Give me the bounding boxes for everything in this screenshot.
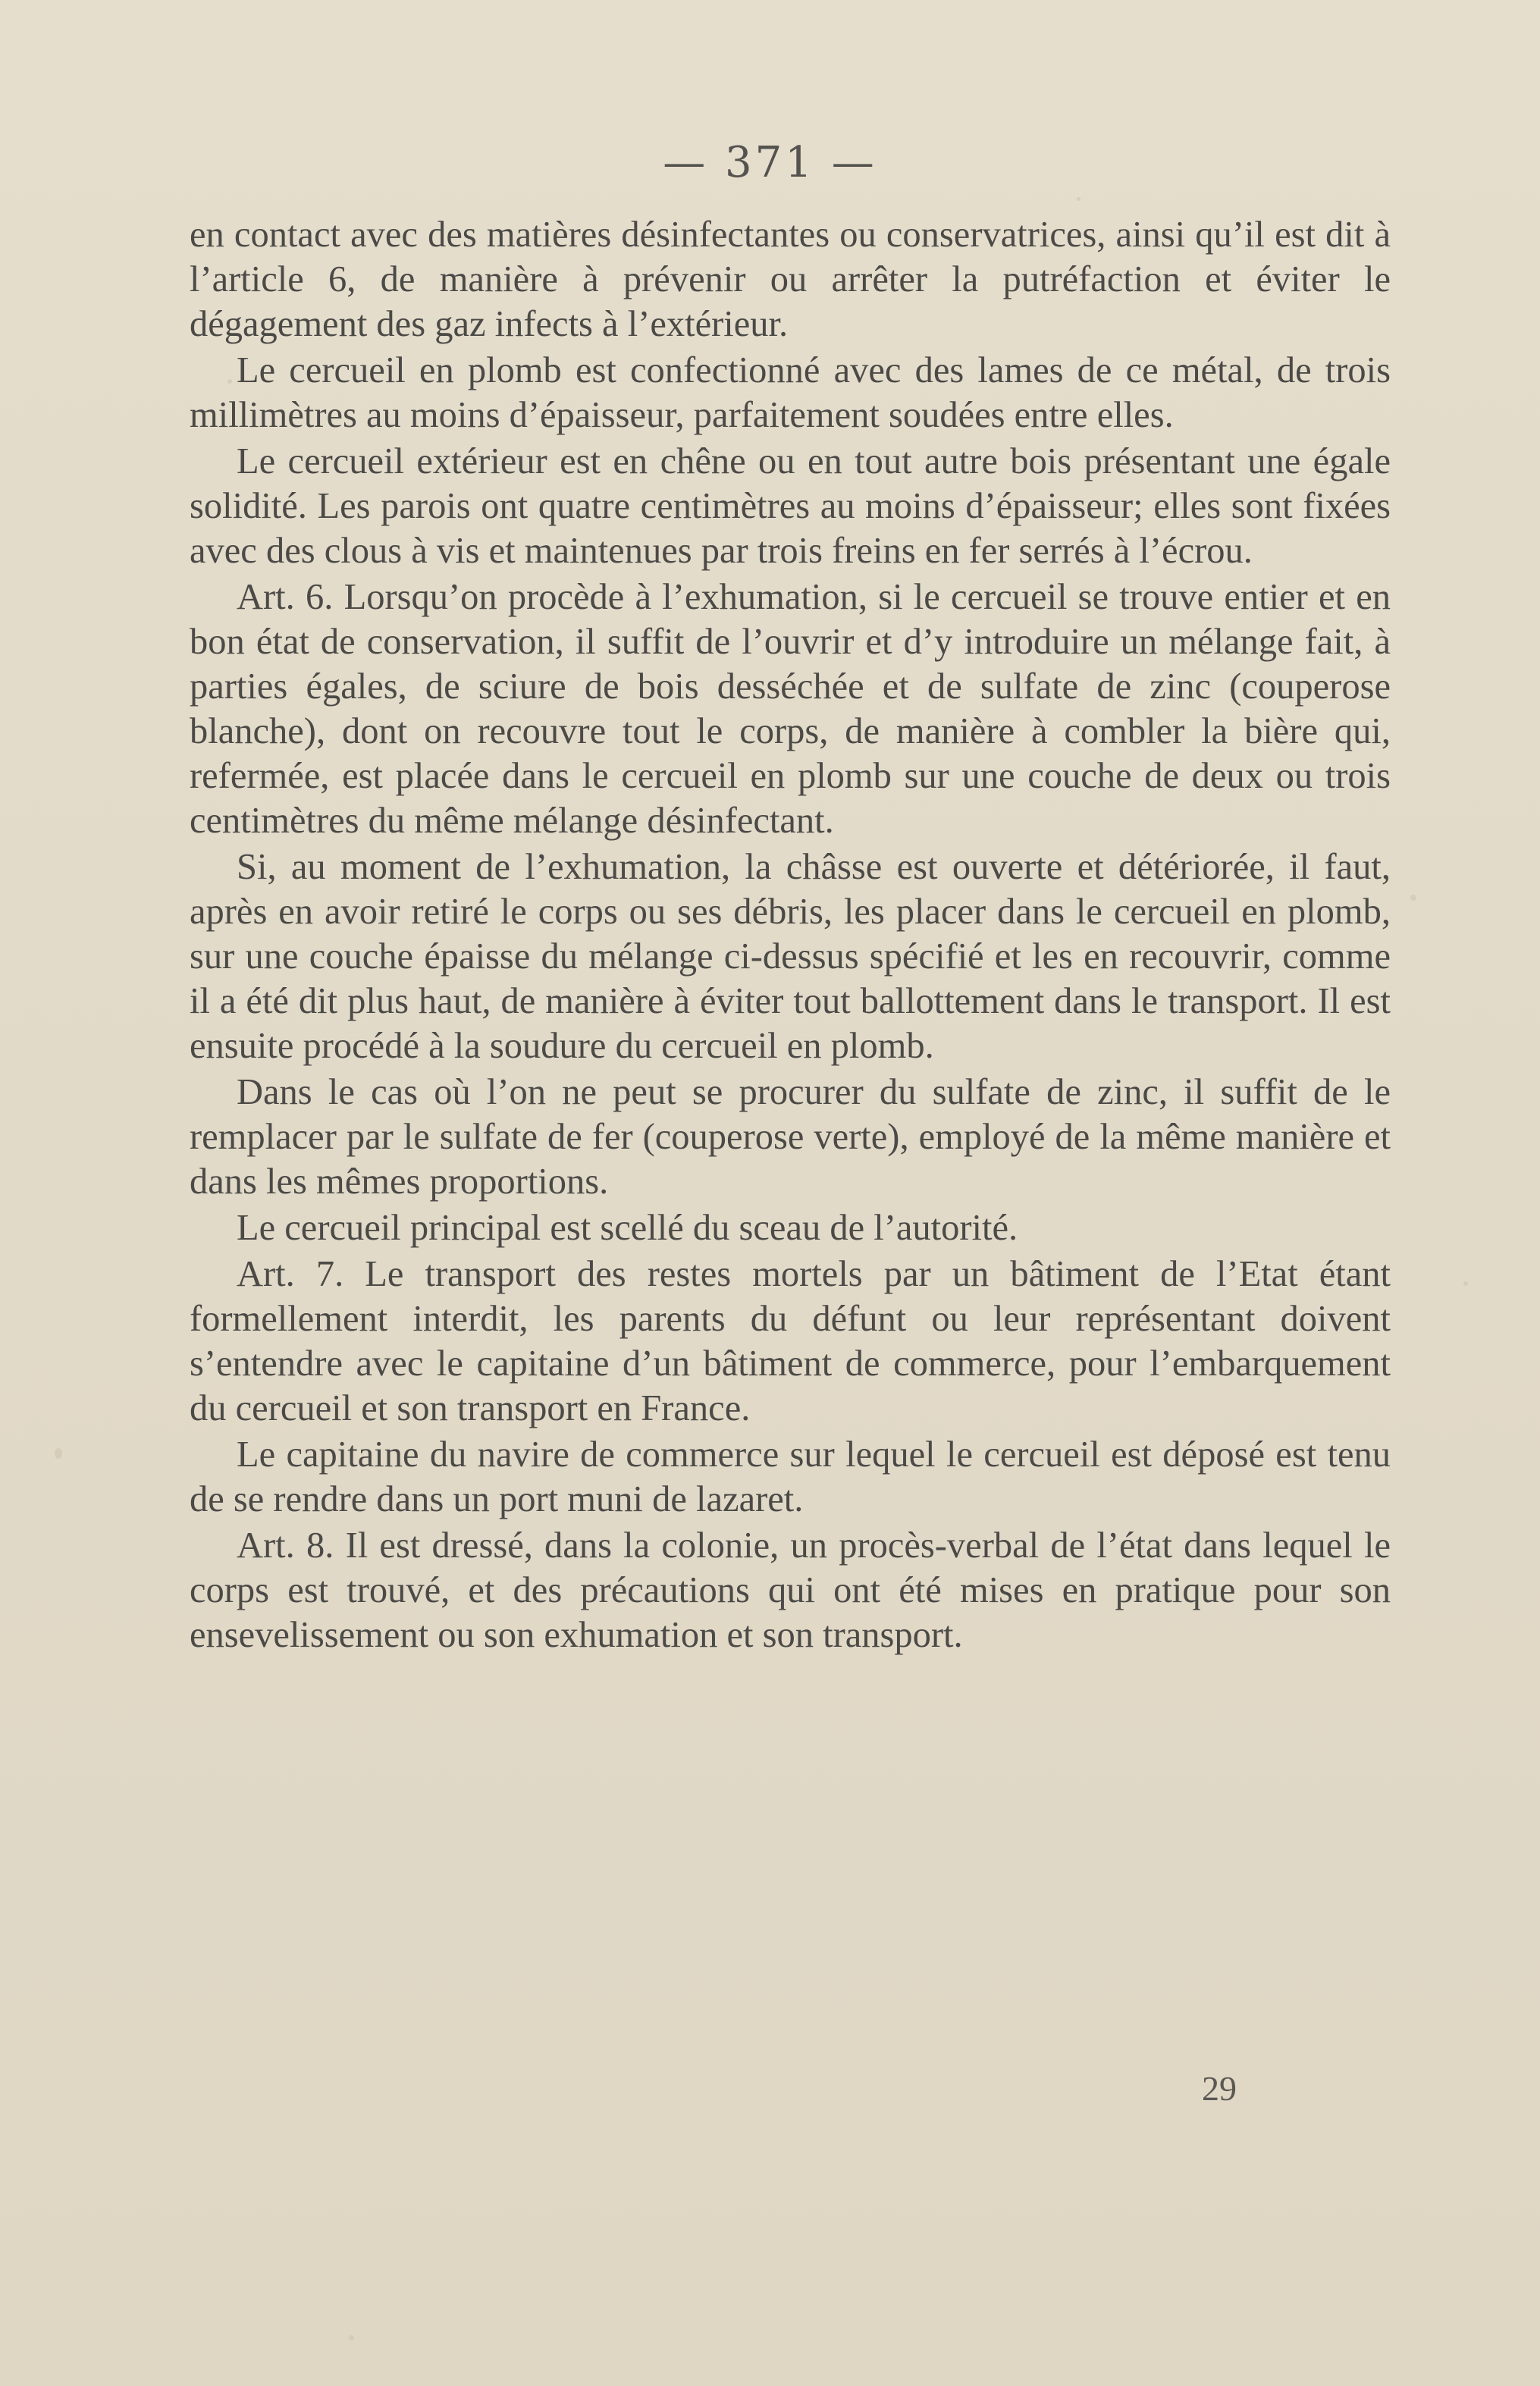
paragraph-article-6: Art. 6. Lorsqu’on procède à l’exhumation, si le cercueil se trouve entier et en bon état de conservation, il suffit de l’ouvrir et d’y introduire un mélange fait, à parties égales, de sciure de bois desséchée et de sulfate de zinc (couperose blanche), dont on recouvre tout le corps, de manière à combler la bière qui, refermée, est placée dans le cercueil en plomb sur une couche de deux ou trois centimètres du même mélange désinfectant. (190, 577, 1391, 841)
paper-speck (1410, 895, 1416, 901)
paragraph: Le capitaine du navire de commerce sur lequel le cercueil est déposé est tenu de se rendre dans un port muni de lazaret. (190, 1434, 1391, 1519)
paragraph: Le cercueil extérieur est en chêne ou en tout autre bois présentant une égale solidité. Les parois ont quatre centimètres au moins d’épaisseur; elles sont fixées avec des clous à vis et maintenues par trois freins en fer serrés à l’écrou. (190, 441, 1391, 571)
paper-speck (349, 2335, 354, 2341)
paragraph-article-8: Art. 8. Il est dressé, dans la colonie, un procès-verbal de l’état dans lequel le corps est trouvé, et des précautions qui ont été mises en pratique pour son ensevelissement ou son exhumation et son transport. (190, 1525, 1391, 1655)
page-number: — 371 — (663, 138, 877, 187)
paragraph: Le cercueil principal est scellé du sceau de l’autorité. (237, 1208, 1018, 1248)
paragraph: Le cercueil en plomb est confectionné avec des lames de ce métal, de trois millimètres au moins d’épaisseur, parfaitement soudées entre elles. (190, 350, 1391, 435)
paragraph: Si, au moment de l’exhumation, la châsse est ouverte et détériorée, il faut, après en avoir retiré le corps ou ses débris, les placer dans le cercueil en plomb, sur une couche épaisse du mélange ci-dessus spécifié et les en recouvrir, comme il a été dit plus haut, de manière à éviter tout ballottement dans le transport. Il est ensuite procédé à la soudure du cercueil en plomb. (190, 847, 1391, 1066)
paragraph: Dans le cas où l’on ne peut se procurer du sulfate de zinc, il suffit de le remplacer par le sulfate de fer (couperose verte), employé de la même manière et dans les mêmes proportions. (190, 1072, 1391, 1202)
paragraph-article-7: Art. 7. Le transport des restes mortels par un bâtiment de l’Etat étant formellement interdit, les parents du défunt ou leur représentant doivent s’entendre avec le capitaine d’un bâtiment de commerce, pour l’embarquement du cercueil et son transport en France. (190, 1254, 1391, 1428)
body-text (190, 212, 1391, 1659)
paper-speck (1463, 1281, 1468, 1286)
paragraph-continuation: en contact avec des matières désinfectantes ou conservatrices, ainsi qu’il est dit à l’article 6, de manière à prévenir ou arrêter la putréfaction et éviter le dégagement des gaz infects à l’extérieur. (190, 215, 1391, 344)
paper-speck (55, 1448, 62, 1459)
paper-speck (1077, 197, 1081, 201)
signature-mark: 29 (1202, 2069, 1237, 2108)
